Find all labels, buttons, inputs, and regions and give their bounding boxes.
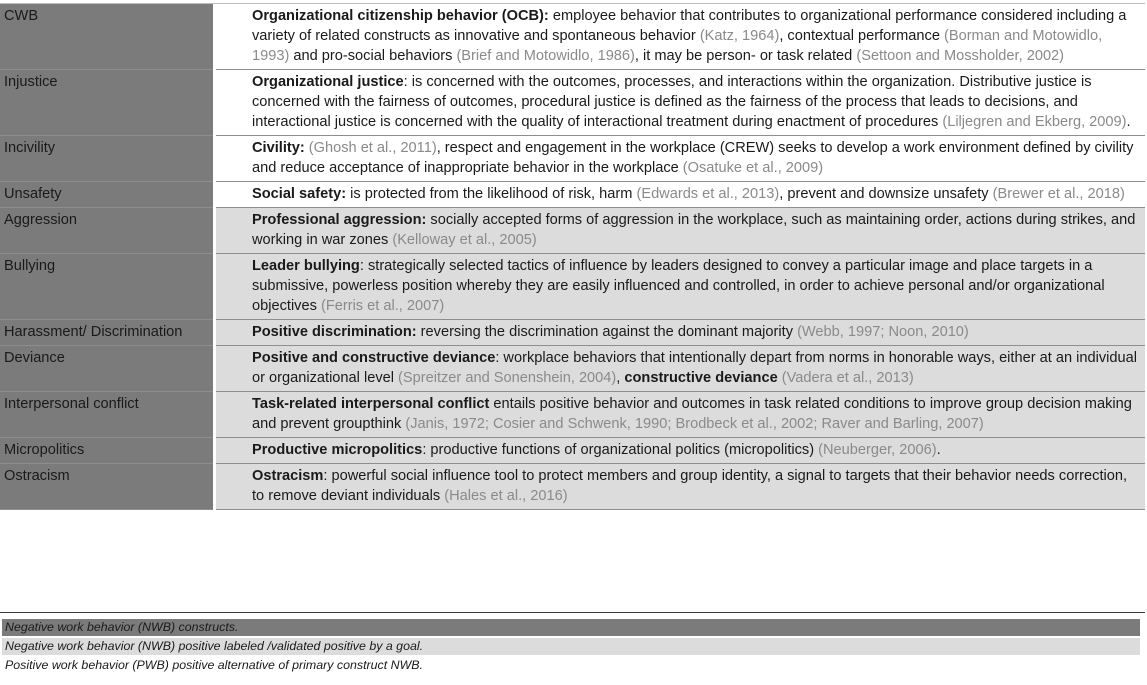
description-text: employee behavior that contributes to organizational performance considered including a variety of related constructs as innovative and spontaneous behavior: [252, 8, 1127, 44]
citation: (Janis, 1972; Cosier and Schwenk, 1990; Brodbeck et al., 2002; Raver and Barling, 2007): [405, 416, 984, 432]
table-row: [0, 136, 1145, 182]
citation: (Hales et al., 2016): [444, 488, 568, 504]
description-text: : strategically selected tactics of influence by leaders designed to convey a particular image and place targets in a submissive, powerless position whereby they are easily influenced and controlled, in order to achieve personal and/or organizational objectives: [252, 258, 1105, 314]
description-text: .: [936, 442, 941, 458]
construct-description: [215, 208, 1146, 254]
citation: (Vadera et al., 2013): [781, 370, 914, 386]
citation: (Settoon and Mossholder, 2002): [856, 48, 1065, 64]
construct-description: [215, 254, 1146, 320]
table-row: [0, 182, 1145, 208]
citation: (Spreitzer and Sonenshein, 2004): [398, 370, 617, 386]
term-label: Leader bullying: [252, 258, 360, 274]
construct-description: [215, 438, 1146, 464]
construct-description: [215, 464, 1146, 510]
description-text: reversing the discrimination against the dominant majority: [416, 324, 798, 340]
description-text: , contextual performance: [779, 28, 944, 44]
description-text: .: [1126, 114, 1131, 130]
table-row: [0, 70, 1145, 136]
description-text: ,: [616, 370, 625, 386]
citation: (Neuberger, 2006): [818, 442, 937, 458]
term-label: Professional aggression:: [252, 212, 427, 228]
construct-description: [215, 182, 1146, 208]
construct-description: [215, 320, 1146, 346]
term-label: Organizational citizenship behavior (OCB):: [252, 8, 549, 24]
construct-description: [215, 346, 1146, 392]
table-bottom-rule: [0, 612, 1145, 613]
table-row: [0, 208, 1145, 254]
constructs-table-wrap: [0, 4, 1145, 510]
description-text: , prevent and downsize unsafety: [779, 186, 993, 202]
construct-name: Bullying: [0, 254, 215, 320]
table-row: [0, 4, 1145, 70]
term-label: Organizational justice: [252, 74, 404, 90]
constructs-table: [0, 4, 1145, 510]
legend-item: Negative work behavior (NWB) constructs.: [2, 619, 1140, 636]
term-label: Social safety:: [252, 186, 347, 202]
description-text: is protected from the likelihood of risk, harm: [346, 186, 637, 202]
term-label: Productive micropolitics: [252, 442, 423, 458]
description-text: : powerful social influence tool to protect members and group identity, a signal to targets that their behavior needs correction, to remove deviant individuals: [252, 468, 1128, 504]
citation: (Borman and Motowidlo, 1993): [252, 28, 1103, 64]
construct-name: Ostracism: [0, 464, 215, 510]
term-label: Ostracism: [252, 468, 324, 484]
description-text: : productive functions of organizational politics (micropolitics): [422, 442, 819, 458]
citation: (Ghosh et al., 2011): [308, 140, 437, 156]
construct-name: Deviance: [0, 346, 215, 392]
construct-name: Incivility: [0, 136, 215, 182]
construct-name: Unsafety: [0, 182, 215, 208]
construct-description: [215, 136, 1146, 182]
description-text: : is concerned with the outcomes, processes, and interactions within the organization. Distributive justice is concerned with the fairness of outcomes, procedural justice is defined as the fairness of the process that leads to decisions, and interactional justice is concerned with the quality of interactional treatment during enactment of procedures: [252, 74, 1092, 130]
constructs-table-body: [0, 4, 1145, 510]
citation: (Ferris et al., 2007): [320, 298, 445, 314]
description-text: , respect and engagement in the workplace (CREW) seeks to develop a work environment defined by civility and reduce acceptance of inappropriate behavior in the workplace: [252, 140, 1134, 176]
description-text: and pro-social behaviors: [289, 48, 457, 64]
description-text: entails positive behavior and outcomes in task related conditions to improve group decision making and prevent groupthink: [252, 396, 1132, 432]
description-text: : workplace behaviors that intentionally depart from norms in honorable ways, either at an individual or organizational level: [252, 350, 1137, 386]
construct-description: [215, 4, 1146, 70]
citation: (Brief and Motowidlo, 1986): [456, 48, 635, 64]
table-row: [0, 346, 1145, 392]
term-label: Positive discrimination:: [252, 324, 417, 340]
construct-name: Aggression: [0, 208, 215, 254]
construct-name: Injustice: [0, 70, 215, 136]
citation: (Katz, 1964): [699, 28, 780, 44]
table-row: [0, 320, 1145, 346]
citation: (Brewer et al., 2018): [992, 186, 1125, 202]
term-label: constructive deviance: [624, 370, 778, 386]
table-row: [0, 464, 1145, 510]
table-row: [0, 438, 1145, 464]
legend: [2, 619, 1140, 676]
table-row: [0, 254, 1145, 320]
citation: (Liljegren and Ekberg, 2009): [942, 114, 1127, 130]
term-label: Positive and constructive deviance: [252, 350, 496, 366]
description-text: , it may be person- or task related: [634, 48, 857, 64]
citation: (Webb, 1997; Noon, 2010): [797, 324, 969, 340]
table-row: [0, 392, 1145, 438]
construct-description: [215, 70, 1146, 136]
description-text: socially accepted forms of aggression in the workplace, such as maintaining order, actions during strikes, and working in war zones: [252, 212, 1136, 248]
term-label: Task-related interpersonal conflict: [252, 396, 490, 412]
legend-item: Negative work behavior (NWB) positive labeled /validated positive by a goal.: [2, 638, 1140, 655]
term-label: Civility:: [252, 140, 305, 156]
citation: (Osatuke et al., 2009): [682, 160, 824, 176]
legend-item: Positive work behavior (PWB) positive alternative of primary construct NWB.: [2, 657, 1140, 674]
construct-name: Micropolitics: [0, 438, 215, 464]
construct-description: [215, 392, 1146, 438]
construct-name: CWB: [0, 4, 215, 70]
citation: (Edwards et al., 2013): [636, 186, 780, 202]
construct-name: Harassment/ Discrimination: [0, 320, 215, 346]
construct-name: Interpersonal conflict: [0, 392, 215, 438]
citation: (Kelloway et al., 2005): [392, 232, 537, 248]
